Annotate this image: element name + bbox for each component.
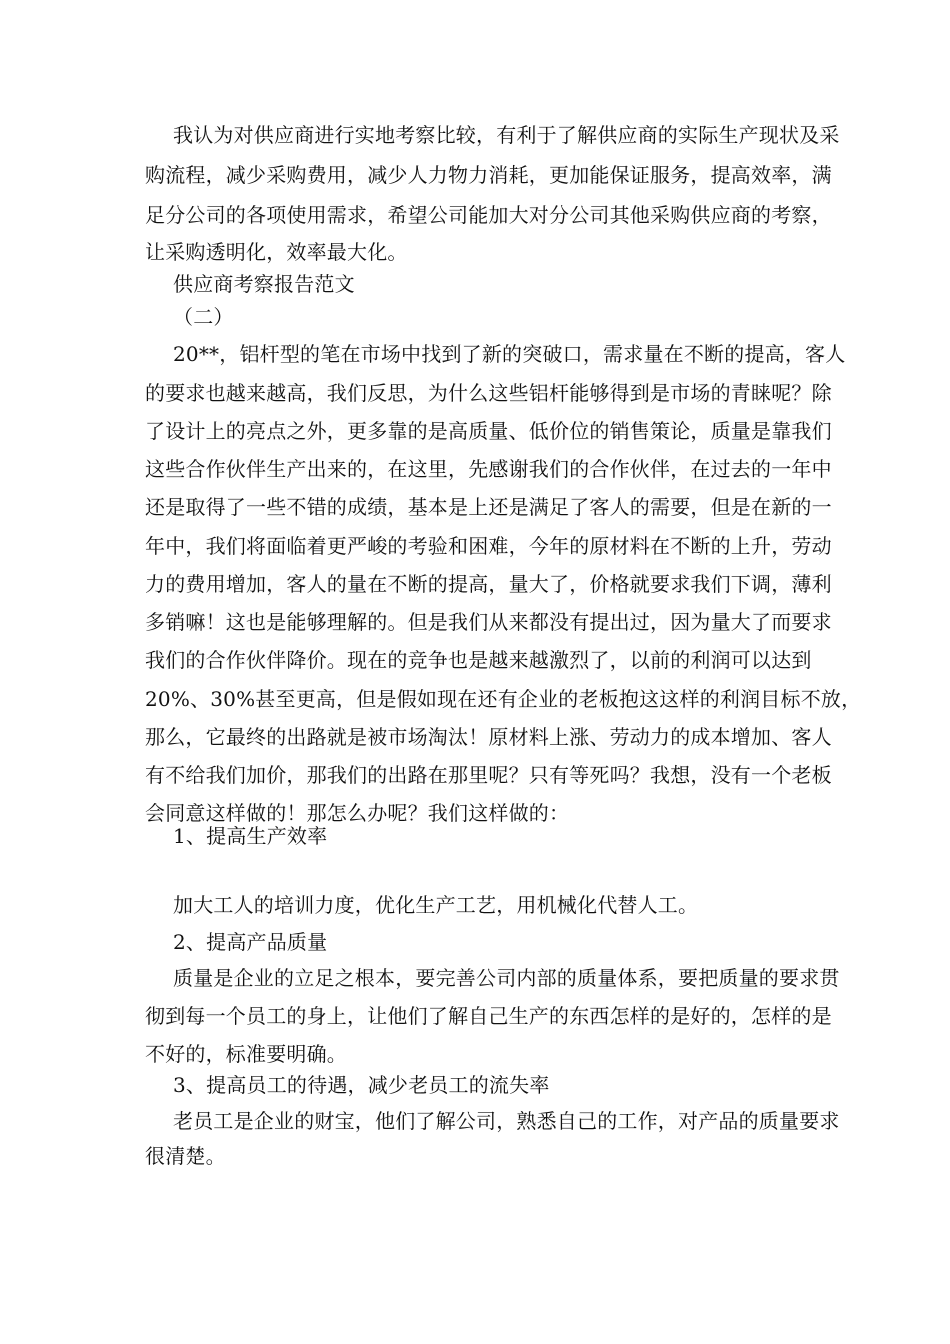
section-number: （二） [173,305,234,329]
paragraph-line: 彻到每一个员工的身上，让他们了解自己生产的东西怎样的是好的，怎样的是 [145,1004,832,1028]
list-heading: 2、提高产品质量 [173,930,328,954]
paragraph-line: 多销嘛！这也是能够理解的。但是我们从来都没有提出过，因为量大了而要求 [145,610,832,634]
paragraph-line: 还是取得了一些不错的成绩，基本是上还是满足了客人的需要，但是在新的一 [145,495,832,519]
paragraph-line: 我们的合作伙伴降价。现在的竞争也是越来越激烈了，以前的利润可以达到 [145,648,812,672]
paragraph-line: 购流程，减少采购费用，减少人力物力消耗，更加能保证服务，提高效率，满 [145,163,832,187]
paragraph-line: 有不给我们加价，那我们的出路在那里呢？只有等死吗？我想，没有一个老板 [145,763,832,787]
paragraph-line: 了设计上的亮点之外，更多靠的是高质量、低价位的销售策论，质量是靠我们 [145,419,832,443]
paragraph-line: 老员工是企业的财宝，他们了解公司，熟悉自己的工作，对产品的质量要求 [173,1109,840,1133]
paragraph-line: 足分公司的各项使用需求，希望公司能加大对分公司其他采购供应商的考察， [145,203,832,227]
paragraph-line: 很清楚。 [145,1144,226,1168]
paragraph-line: 20**，铝杆型的笔在市场中找到了新的突破口，需求量在不断的提高，客人 [173,342,846,366]
paragraph-line: 会同意这样做的！那怎么办呢？我们这样做的： [145,801,570,825]
paragraph-line: 20%、30%甚至更高，但是假如现在还有企业的老板抱这这样的利润目标不放， [145,687,862,711]
paragraph-line: 质量是企业的立足之根本，要完善公司内部的质量体系，要把质量的要求贯 [173,966,840,990]
paragraph-line: 的要求也越来越高，我们反思，为什么这些铝杆能够得到是市场的青睐呢？除 [145,381,832,405]
paragraph-line: 年中，我们将面临着更严峻的考验和困难，今年的原材料在不断的上升，劳动 [145,534,832,558]
paragraph-line: 那么，它最终的出路就是被市场淘汰！原材料上涨、劳动力的成本增加、客人 [145,725,832,749]
paragraph-line: 我认为对供应商进行实地考察比较，有利于了解供应商的实际生产现状及采 [173,123,840,147]
list-heading: 3、提高员工的待遇，减少老员工的流失率 [173,1073,550,1097]
paragraph-line: 力的费用增加，客人的量在不断的提高，量大了，价格就要求我们下调，薄利 [145,572,832,596]
paragraph-line: 这些合作伙伴生产出来的，在这里，先感谢我们的合作伙伴，在过去的一年中 [145,457,832,481]
section-title: 供应商考察报告范文 [173,272,355,296]
paragraph-line: 不好的，标准要明确。 [145,1042,347,1066]
list-heading: 1、提高生产效率 [173,824,328,848]
paragraph-line: 让采购透明化，效率最大化。 [145,240,408,264]
paragraph-line: 加大工人的培训力度，优化生产工艺，用机械化代替人工。 [173,893,699,917]
